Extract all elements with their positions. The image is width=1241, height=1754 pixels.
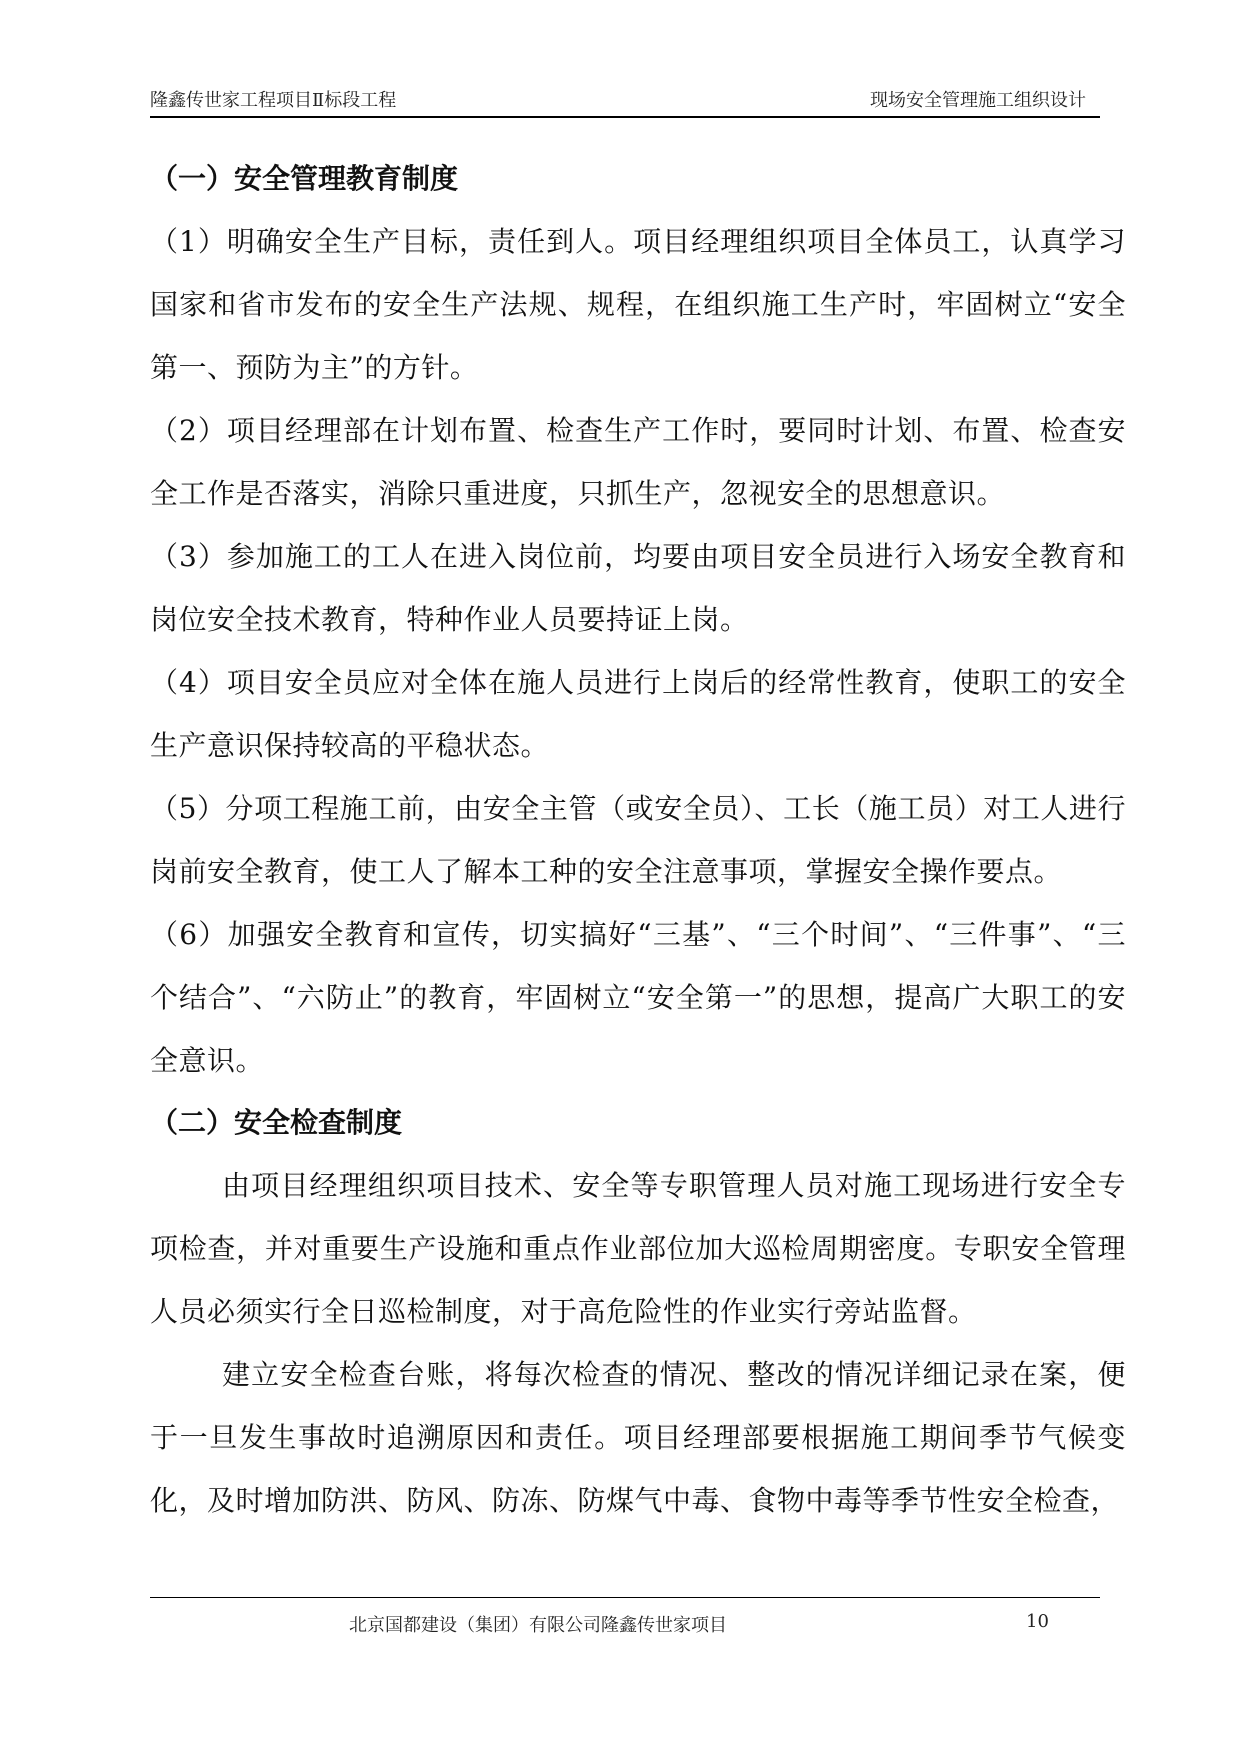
section-1-item-4: （4）项目安全员应对全体在施人员进行上岗后的经常性教育，使职工的安全生产意识保持较高的平稳状态。 [150,666,1126,762]
body-content [150,148,1126,1532]
page-header [150,86,1100,116]
section-1-item-5: （5）分项工程施工前，由安全主管（或安全员）、工长（施工员）对工人进行岗前安全教育，使工人了解本工种的安全注意事项，掌握安全操作要点。 [150,792,1126,888]
section-1-item-2: （2）项目经理部在计划布置、检查生产工作时，要同时计划、布置、检查安全工作是否落实，消除只重进度，只抓生产，忽视安全的思想意识。 [150,414,1126,510]
page-number: 10 [1026,1611,1049,1632]
section-1-item-3: （3）参加施工的工人在进入岗位前，均要由项目安全员进行入场安全教育和岗位安全技术教育，特种作业人员要持证上岗。 [150,540,1126,636]
section-1-item-1: （1）明确安全生产目标，责任到人。项目经理组织项目全体员工，认真学习国家和省市发布的安全生产法规、规程，在组织施工生产时，牢固树立“安全第一、预防为主”的方针。 [150,225,1126,384]
section-2-paragraph-2: 建立安全检查台账，将每次检查的情况、整改的情况详细记录在案，便于一旦发生事故时追溯原因和责任。项目经理部要根据施工期间季节气候变化，及时增加防洪、防风、防冻、防煤气中毒、食物中毒等季节性安全检查， [150,1358,1126,1517]
header-rule [150,116,1100,118]
section-2-paragraph-1: 由项目经理组织项目技术、安全等专职管理人员对施工现场进行安全专项检查，并对重要生产设施和重点作业部位加大巡检周期密度。专职安全管理人员必须实行全日巡检制度，对于高危险性的作业实行旁站监督。 [150,1169,1126,1328]
section-1-heading: （一）安全管理教育制度 [150,162,459,195]
section-2-heading: （二）安全检查制度 [150,1106,403,1139]
footer-company: 北京国都建设（集团）有限公司隆鑫传世家项目 [349,1615,727,1636]
footer-rule [150,1597,1100,1598]
section-1-item-6: （6）加强安全教育和宣传，切实搞好“三基”、“三个时间”、“三件事”、“三个结合”、“六防止”的教育，牢固树立“安全第一”的思想，提高广大职工的安全意识。 [150,918,1126,1077]
header-document-title: 现场安全管理施工组织设计 [870,90,1086,111]
header-project-title: 隆鑫传世家工程项目Ⅱ标段工程 [150,90,397,111]
